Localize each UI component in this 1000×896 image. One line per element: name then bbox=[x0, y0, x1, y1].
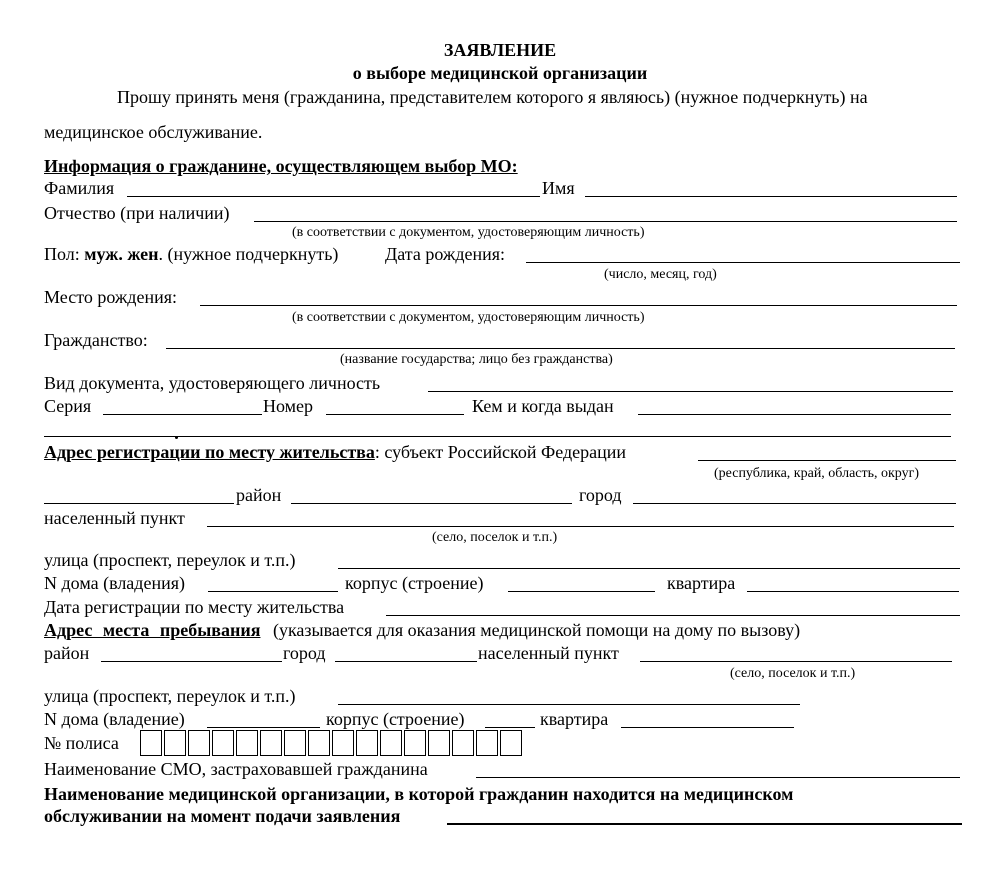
registration-house-label: N дома (владения) bbox=[44, 573, 185, 593]
registration-subject-field[interactable] bbox=[698, 460, 956, 461]
birth-date-hint: (число, месяц, год) bbox=[604, 267, 717, 282]
series-label: Серия bbox=[44, 396, 92, 416]
sex-hint: . (нужное подчеркнуть) bbox=[158, 244, 339, 264]
policy-digit-cell[interactable] bbox=[452, 730, 474, 756]
registration-heading: Адрес регистрации по месту жительства bbox=[44, 442, 375, 462]
registration-subject-label: : субъект Российской Федерации bbox=[374, 442, 627, 462]
id-document-field[interactable] bbox=[428, 391, 953, 392]
policy-digit-cell[interactable] bbox=[404, 730, 426, 756]
id-document-label: Вид документа, удостоверяющего личность bbox=[44, 373, 381, 393]
number-label: Номер bbox=[263, 396, 314, 416]
registration-building-field[interactable] bbox=[508, 591, 655, 592]
birth-place-hint: (в соответствии с документом, удостоверяющим личность) bbox=[292, 310, 645, 325]
registration-building-label: корпус (строение) bbox=[345, 573, 484, 593]
policy-digit-cell[interactable] bbox=[188, 730, 210, 756]
stay-street-label: улица (проспект, переулок и т.п.) bbox=[44, 686, 296, 706]
citizenship-label: Гражданство: bbox=[44, 330, 148, 350]
stay-row bbox=[44, 620, 800, 640]
registration-city-label: город bbox=[579, 485, 622, 505]
registration-date-label: Дата регистрации по месту жительства bbox=[44, 597, 345, 617]
issued-field[interactable] bbox=[638, 414, 951, 415]
policy-digit-cell[interactable] bbox=[212, 730, 234, 756]
registration-apartment-field[interactable] bbox=[747, 591, 959, 592]
stay-locality-label: населенный пункт bbox=[478, 643, 619, 663]
form-title: ЗАЯВЛЕНИЕ bbox=[443, 40, 557, 60]
stay-house-label: N дома (владение) bbox=[44, 709, 185, 729]
surname-field[interactable] bbox=[127, 196, 540, 197]
surname-label: Фамилия bbox=[44, 178, 115, 198]
issued-label: Кем и когда выдан bbox=[472, 396, 614, 416]
stay-street-field[interactable] bbox=[338, 704, 800, 705]
registration-district-field[interactable] bbox=[291, 503, 572, 504]
sex-row bbox=[44, 244, 338, 264]
policy-digit-cell[interactable] bbox=[260, 730, 282, 756]
policy-label: № полиса bbox=[44, 733, 119, 753]
medical-org-label-line-1: Наименование медицинской организации, в которой гражданин находится на медицинском bbox=[44, 784, 794, 804]
policy-digit-cell[interactable] bbox=[476, 730, 498, 756]
birth-place-field[interactable] bbox=[200, 305, 957, 306]
intro-text-line-1: Прошу принять меня (гражданина, представителем которого я являюсь) (нужное подчеркнуть) на bbox=[117, 87, 868, 107]
policy-digit-cell[interactable] bbox=[332, 730, 354, 756]
registration-locality-label: населенный пункт bbox=[44, 508, 185, 528]
stay-district-field[interactable] bbox=[101, 661, 282, 662]
policy-digit-cell[interactable] bbox=[164, 730, 186, 756]
registration-apartment-label: квартира bbox=[667, 573, 736, 593]
patronymic-hint: (в соответствии с документом, удостоверяющим личность) bbox=[292, 225, 645, 240]
stay-building-field[interactable] bbox=[485, 727, 535, 728]
registration-city-field[interactable] bbox=[633, 503, 956, 504]
patronymic-label: Отчество (при наличии) bbox=[44, 203, 230, 223]
name-label: Имя bbox=[542, 178, 575, 198]
stay-house-field[interactable] bbox=[207, 727, 320, 728]
stay-building-label: корпус (строение) bbox=[326, 709, 465, 729]
citizenship-field[interactable] bbox=[166, 348, 955, 349]
series-field[interactable] bbox=[103, 414, 262, 415]
medical-org-field[interactable] bbox=[447, 823, 962, 825]
registration-district-label: район bbox=[236, 485, 282, 505]
registration-locality-hint: (село, поселок и т.п.) bbox=[432, 530, 558, 545]
stay-apartment-label: квартира bbox=[540, 709, 609, 729]
smo-field[interactable] bbox=[476, 777, 960, 778]
citizenship-hint: (название государства; лицо без гражданства) bbox=[340, 352, 613, 367]
stay-locality-field[interactable] bbox=[640, 661, 952, 662]
stray-dot bbox=[175, 436, 178, 439]
registration-street-label: улица (проспект, переулок и т.п.) bbox=[44, 550, 296, 570]
birth-date-field[interactable] bbox=[526, 262, 960, 263]
citizen-info-heading: Информация о гражданине, осуществляющем выбор МО: bbox=[44, 156, 518, 176]
stay-note: (указывается для оказания медицинской помощи на дому по вызову) bbox=[272, 620, 801, 640]
registration-street-field[interactable] bbox=[338, 568, 960, 569]
sex-label: Пол: bbox=[44, 244, 80, 264]
birth-place-label: Место рождения: bbox=[44, 287, 178, 307]
policy-digit-cell[interactable] bbox=[500, 730, 522, 756]
stay-district-label: район bbox=[44, 643, 90, 663]
patronymic-field[interactable] bbox=[254, 221, 957, 222]
smo-label: Наименование СМО, застраховавшей гражданина bbox=[44, 759, 428, 779]
policy-digit-cell[interactable] bbox=[356, 730, 378, 756]
registration-row bbox=[44, 442, 626, 462]
stay-city-field[interactable] bbox=[335, 661, 477, 662]
registration-subject-hint: (республика, край, область, округ) bbox=[714, 466, 920, 481]
policy-digit-cell[interactable] bbox=[428, 730, 450, 756]
registration-house-field[interactable] bbox=[208, 591, 338, 592]
birth-date-label: Дата рождения: bbox=[385, 244, 506, 264]
registration-locality-field[interactable] bbox=[207, 526, 954, 527]
number-field[interactable] bbox=[326, 414, 464, 415]
medical-org-label-line-2: обслуживании на момент подачи заявления bbox=[44, 806, 401, 826]
stay-apartment-field[interactable] bbox=[621, 727, 794, 728]
registration-date-field[interactable] bbox=[386, 615, 960, 616]
form-subtitle: о выборе медицинской организации bbox=[352, 63, 648, 83]
policy-digit-cell[interactable] bbox=[380, 730, 402, 756]
policy-digit-cell[interactable] bbox=[308, 730, 330, 756]
stay-locality-hint: (село, поселок и т.п.) bbox=[730, 666, 856, 681]
stay-heading: Адрес места пребывания bbox=[44, 620, 261, 640]
issued-continuation-field[interactable] bbox=[44, 436, 951, 437]
name-field[interactable] bbox=[585, 196, 957, 197]
registration-subject-continuation-field[interactable] bbox=[44, 503, 234, 504]
policy-digit-cell[interactable] bbox=[140, 730, 162, 756]
sex-options[interactable]: муж. жен bbox=[84, 244, 159, 264]
policy-digit-cell[interactable] bbox=[284, 730, 306, 756]
stay-city-label: город bbox=[283, 643, 326, 663]
intro-text-line-2: медицинское обслуживание. bbox=[44, 122, 263, 142]
policy-digit-cell[interactable] bbox=[236, 730, 258, 756]
